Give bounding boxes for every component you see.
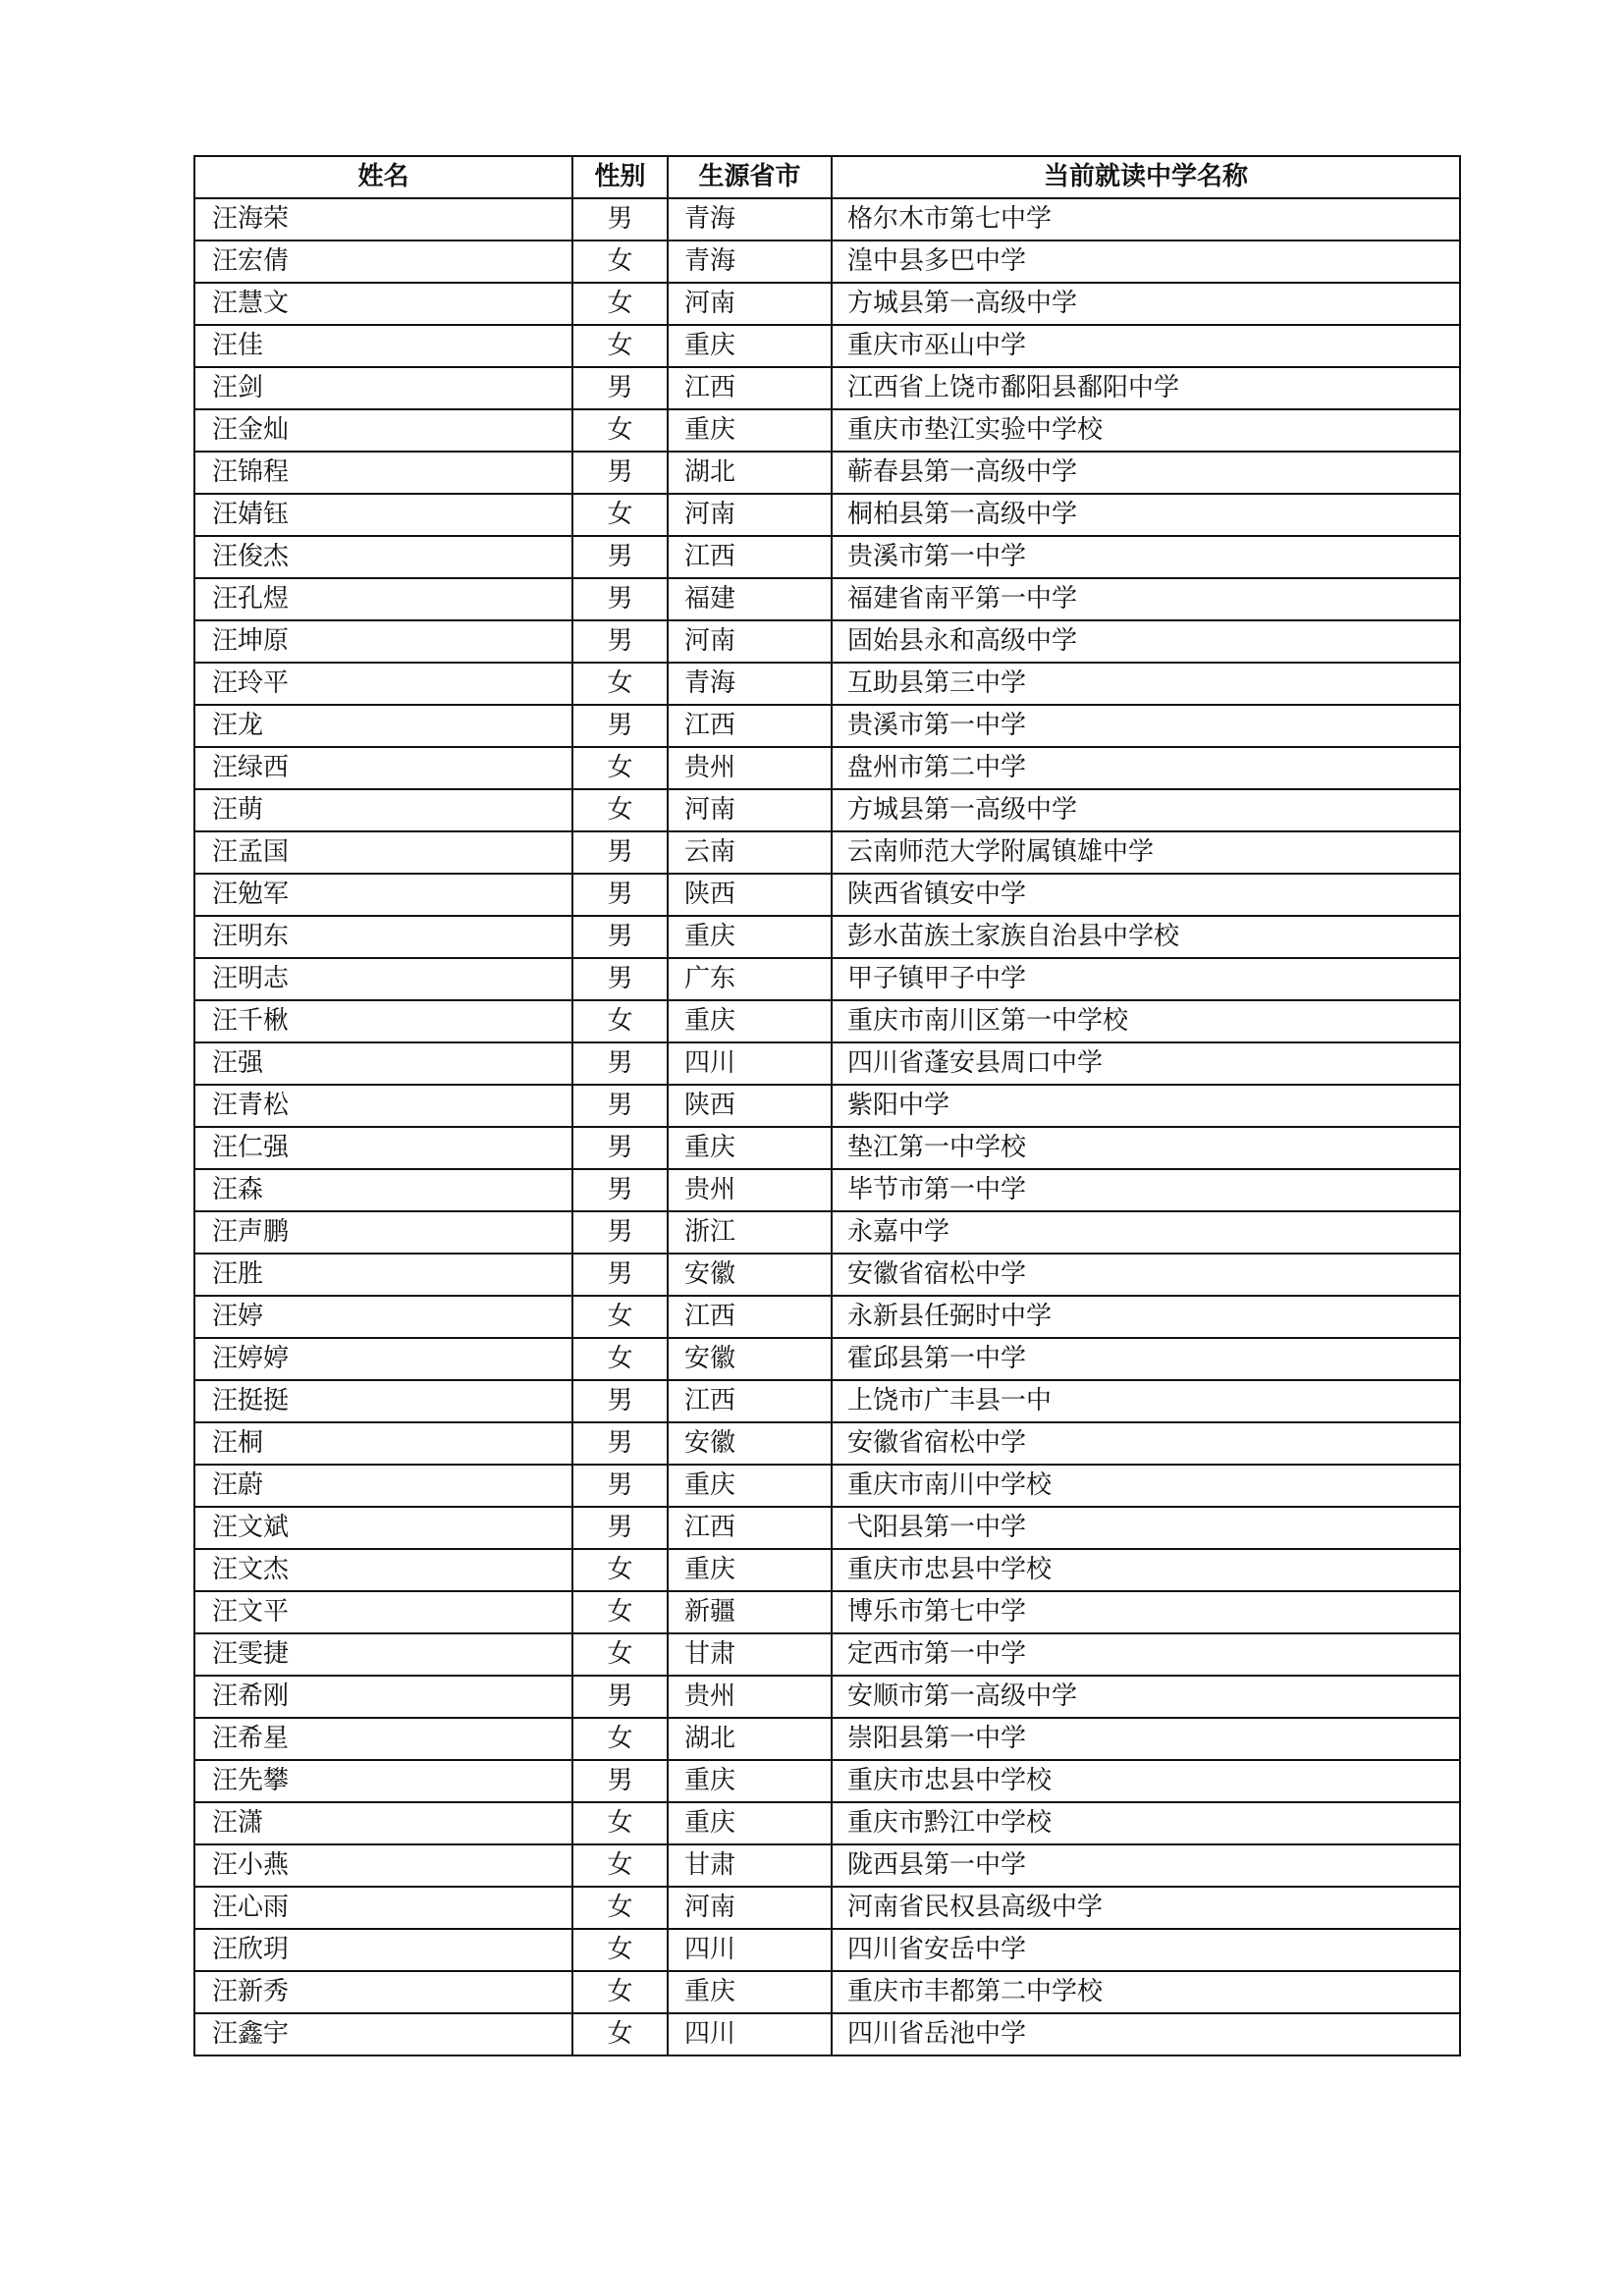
cell-school: 弋阳县第一中学 — [832, 1507, 1460, 1549]
cell-province: 江西 — [668, 1296, 832, 1338]
cell-province: 重庆 — [668, 1802, 832, 1844]
cell-gender: 男 — [572, 958, 668, 1000]
cell-school: 四川省岳池中学 — [832, 2013, 1460, 2056]
table-row — [194, 1802, 1460, 1844]
cell-gender: 男 — [572, 198, 668, 240]
cell-gender: 男 — [572, 1380, 668, 1422]
cell-school: 博乐市第七中学 — [832, 1591, 1460, 1633]
cell-gender: 女 — [572, 1887, 668, 1929]
cell-province: 广东 — [668, 958, 832, 1000]
cell-gender: 男 — [572, 916, 668, 958]
table-row — [194, 578, 1460, 620]
cell-name: 汪希星 — [194, 1718, 572, 1760]
cell-school: 紫阳中学 — [832, 1085, 1460, 1127]
cell-school: 蕲春县第一高级中学 — [832, 452, 1460, 494]
cell-school: 互助县第三中学 — [832, 663, 1460, 705]
cell-gender: 女 — [572, 1549, 668, 1591]
cell-school: 上饶市广丰县一中 — [832, 1380, 1460, 1422]
cell-province: 安徽 — [668, 1338, 832, 1380]
cell-gender: 男 — [572, 1422, 668, 1465]
cell-name: 汪胜 — [194, 1254, 572, 1296]
table-row — [194, 283, 1460, 325]
cell-gender: 男 — [572, 1127, 668, 1169]
table-row — [194, 1971, 1460, 2013]
cell-name: 汪蔚 — [194, 1465, 572, 1507]
cell-school: 湟中县多巴中学 — [832, 240, 1460, 283]
cell-name: 汪萌 — [194, 789, 572, 831]
cell-province: 四川 — [668, 1929, 832, 1971]
table-row — [194, 958, 1460, 1000]
header-province: 生源省市 — [668, 156, 832, 198]
cell-province: 江西 — [668, 1380, 832, 1422]
cell-name: 汪文平 — [194, 1591, 572, 1633]
cell-school: 福建省南平第一中学 — [832, 578, 1460, 620]
cell-gender: 女 — [572, 1929, 668, 1971]
cell-gender: 女 — [572, 283, 668, 325]
cell-name: 汪希刚 — [194, 1676, 572, 1718]
table-row — [194, 1380, 1460, 1422]
cell-province: 湖北 — [668, 452, 832, 494]
cell-name: 汪明志 — [194, 958, 572, 1000]
table-row — [194, 789, 1460, 831]
cell-name: 汪宏倩 — [194, 240, 572, 283]
table-row — [194, 325, 1460, 367]
cell-name: 汪金灿 — [194, 409, 572, 452]
cell-school: 重庆市丰都第二中学校 — [832, 1971, 1460, 2013]
cell-name: 汪仁强 — [194, 1127, 572, 1169]
cell-province: 青海 — [668, 198, 832, 240]
table-row — [194, 1211, 1460, 1254]
cell-school: 桐柏县第一高级中学 — [832, 494, 1460, 536]
cell-school: 陇西县第一中学 — [832, 1844, 1460, 1887]
cell-province: 安徽 — [668, 1422, 832, 1465]
cell-province: 甘肃 — [668, 1844, 832, 1887]
cell-province: 重庆 — [668, 1760, 832, 1802]
cell-school: 方城县第一高级中学 — [832, 789, 1460, 831]
cell-gender: 男 — [572, 536, 668, 578]
header-row — [194, 156, 1460, 198]
cell-school: 毕节市第一中学 — [832, 1169, 1460, 1211]
cell-gender: 女 — [572, 789, 668, 831]
cell-school: 垫江第一中学校 — [832, 1127, 1460, 1169]
cell-gender: 女 — [572, 1718, 668, 1760]
cell-province: 河南 — [668, 494, 832, 536]
cell-school: 重庆市忠县中学校 — [832, 1760, 1460, 1802]
cell-name: 汪坤原 — [194, 620, 572, 663]
cell-province: 重庆 — [668, 325, 832, 367]
cell-gender: 女 — [572, 1338, 668, 1380]
table-row — [194, 1254, 1460, 1296]
cell-school: 永嘉中学 — [832, 1211, 1460, 1254]
cell-province: 青海 — [668, 663, 832, 705]
cell-gender: 男 — [572, 831, 668, 874]
cell-gender: 女 — [572, 1844, 668, 1887]
cell-province: 福建 — [668, 578, 832, 620]
cell-gender: 男 — [572, 1042, 668, 1085]
cell-province: 河南 — [668, 620, 832, 663]
cell-name: 汪剑 — [194, 367, 572, 409]
cell-province: 青海 — [668, 240, 832, 283]
cell-school: 重庆市黔江中学校 — [832, 1802, 1460, 1844]
cell-school: 重庆市巫山中学 — [832, 325, 1460, 367]
cell-school: 固始县永和高级中学 — [832, 620, 1460, 663]
cell-province: 甘肃 — [668, 1633, 832, 1676]
header-name: 姓名 — [194, 156, 572, 198]
table-row — [194, 536, 1460, 578]
cell-gender: 男 — [572, 1760, 668, 1802]
table-row — [194, 2013, 1460, 2056]
cell-name: 汪森 — [194, 1169, 572, 1211]
table-row — [194, 1718, 1460, 1760]
cell-province: 陕西 — [668, 1085, 832, 1127]
cell-province: 江西 — [668, 536, 832, 578]
cell-name: 汪孔煜 — [194, 578, 572, 620]
cell-province: 云南 — [668, 831, 832, 874]
table-row — [194, 1844, 1460, 1887]
cell-gender: 男 — [572, 874, 668, 916]
cell-school: 彭水苗族土家族自治县中学校 — [832, 916, 1460, 958]
cell-gender: 男 — [572, 1085, 668, 1127]
cell-name: 汪俊杰 — [194, 536, 572, 578]
cell-school: 四川省安岳中学 — [832, 1929, 1460, 1971]
cell-gender: 女 — [572, 2013, 668, 2056]
cell-province: 贵州 — [668, 747, 832, 789]
cell-gender: 男 — [572, 1211, 668, 1254]
cell-name: 汪佳 — [194, 325, 572, 367]
cell-school: 盘州市第二中学 — [832, 747, 1460, 789]
cell-province: 江西 — [668, 705, 832, 747]
cell-school: 定西市第一中学 — [832, 1633, 1460, 1676]
table-row — [194, 1633, 1460, 1676]
cell-name: 汪海荣 — [194, 198, 572, 240]
table-row — [194, 874, 1460, 916]
table-row — [194, 1465, 1460, 1507]
cell-name: 汪慧文 — [194, 283, 572, 325]
cell-school: 四川省蓬安县周口中学 — [832, 1042, 1460, 1085]
table-row — [194, 831, 1460, 874]
cell-province: 重庆 — [668, 409, 832, 452]
cell-gender: 女 — [572, 1802, 668, 1844]
cell-name: 汪潇 — [194, 1802, 572, 1844]
table-row — [194, 409, 1460, 452]
cell-gender: 女 — [572, 240, 668, 283]
table-row — [194, 1338, 1460, 1380]
table-row — [194, 1422, 1460, 1465]
cell-gender: 男 — [572, 620, 668, 663]
header-gender: 性别 — [572, 156, 668, 198]
cell-gender: 女 — [572, 747, 668, 789]
cell-province: 江西 — [668, 367, 832, 409]
table-header — [194, 156, 1460, 198]
cell-province: 贵州 — [668, 1676, 832, 1718]
table-row — [194, 1591, 1460, 1633]
cell-gender: 男 — [572, 1507, 668, 1549]
cell-gender: 女 — [572, 1000, 668, 1042]
cell-name: 汪婷 — [194, 1296, 572, 1338]
cell-name: 汪青松 — [194, 1085, 572, 1127]
cell-school: 崇阳县第一中学 — [832, 1718, 1460, 1760]
cell-gender: 女 — [572, 1296, 668, 1338]
table-row — [194, 620, 1460, 663]
cell-province: 贵州 — [668, 1169, 832, 1211]
cell-school: 霍邱县第一中学 — [832, 1338, 1460, 1380]
cell-gender: 男 — [572, 452, 668, 494]
cell-province: 四川 — [668, 1042, 832, 1085]
cell-name: 汪新秀 — [194, 1971, 572, 2013]
cell-gender: 女 — [572, 1591, 668, 1633]
cell-name: 汪声鹏 — [194, 1211, 572, 1254]
cell-name: 汪桐 — [194, 1422, 572, 1465]
cell-name: 汪锦程 — [194, 452, 572, 494]
cell-gender: 女 — [572, 409, 668, 452]
cell-gender: 男 — [572, 1254, 668, 1296]
cell-gender: 男 — [572, 367, 668, 409]
table-row — [194, 1549, 1460, 1591]
cell-name: 汪千楸 — [194, 1000, 572, 1042]
table-row — [194, 1169, 1460, 1211]
cell-province: 浙江 — [668, 1211, 832, 1254]
cell-province: 安徽 — [668, 1254, 832, 1296]
table-body — [194, 198, 1460, 2056]
cell-province: 重庆 — [668, 1465, 832, 1507]
cell-name: 汪文斌 — [194, 1507, 572, 1549]
cell-name: 汪绿西 — [194, 747, 572, 789]
cell-name: 汪婧钰 — [194, 494, 572, 536]
cell-name: 汪心雨 — [194, 1887, 572, 1929]
cell-name: 汪先攀 — [194, 1760, 572, 1802]
table-row — [194, 1042, 1460, 1085]
cell-name: 汪玲平 — [194, 663, 572, 705]
cell-province: 河南 — [668, 1887, 832, 1929]
table-row — [194, 1000, 1460, 1042]
cell-gender: 女 — [572, 325, 668, 367]
cell-province: 重庆 — [668, 916, 832, 958]
cell-school: 甲子镇甲子中学 — [832, 958, 1460, 1000]
cell-province: 重庆 — [668, 1127, 832, 1169]
header-school: 当前就读中学名称 — [832, 156, 1460, 198]
table-row — [194, 663, 1460, 705]
cell-name: 汪勉军 — [194, 874, 572, 916]
table-row — [194, 1127, 1460, 1169]
cell-province: 重庆 — [668, 1549, 832, 1591]
cell-province: 新疆 — [668, 1591, 832, 1633]
table-row — [194, 747, 1460, 789]
cell-gender: 男 — [572, 1169, 668, 1211]
table-row — [194, 916, 1460, 958]
cell-name: 汪鑫宇 — [194, 2013, 572, 2056]
cell-school: 安徽省宿松中学 — [832, 1422, 1460, 1465]
cell-school: 河南省民权县高级中学 — [832, 1887, 1460, 1929]
cell-school: 陕西省镇安中学 — [832, 874, 1460, 916]
table-row — [194, 494, 1460, 536]
cell-gender: 男 — [572, 1676, 668, 1718]
cell-name: 汪婷婷 — [194, 1338, 572, 1380]
table-row — [194, 1760, 1460, 1802]
cell-school: 永新县任弼时中学 — [832, 1296, 1460, 1338]
cell-name: 汪龙 — [194, 705, 572, 747]
cell-gender: 女 — [572, 1971, 668, 2013]
cell-gender: 女 — [572, 663, 668, 705]
cell-name: 汪明东 — [194, 916, 572, 958]
table-row — [194, 452, 1460, 494]
cell-province: 陕西 — [668, 874, 832, 916]
table-row — [194, 240, 1460, 283]
student-roster-table — [193, 155, 1461, 2056]
cell-gender: 女 — [572, 1633, 668, 1676]
cell-province: 河南 — [668, 789, 832, 831]
table-row — [194, 1929, 1460, 1971]
cell-province: 四川 — [668, 2013, 832, 2056]
cell-school: 贵溪市第一中学 — [832, 705, 1460, 747]
cell-school: 云南师范大学附属镇雄中学 — [832, 831, 1460, 874]
cell-province: 江西 — [668, 1507, 832, 1549]
cell-name: 汪孟国 — [194, 831, 572, 874]
cell-school: 重庆市南川区第一中学校 — [832, 1000, 1460, 1042]
cell-gender: 女 — [572, 494, 668, 536]
cell-province: 重庆 — [668, 1971, 832, 2013]
cell-gender: 男 — [572, 1465, 668, 1507]
cell-name: 汪文杰 — [194, 1549, 572, 1591]
cell-name: 汪小燕 — [194, 1844, 572, 1887]
cell-school: 安徽省宿松中学 — [832, 1254, 1460, 1296]
cell-school: 格尔木市第七中学 — [832, 198, 1460, 240]
table-row — [194, 1507, 1460, 1549]
cell-school: 江西省上饶市鄱阳县鄱阳中学 — [832, 367, 1460, 409]
table-row — [194, 705, 1460, 747]
table-row — [194, 1085, 1460, 1127]
cell-school: 方城县第一高级中学 — [832, 283, 1460, 325]
cell-gender: 男 — [572, 705, 668, 747]
cell-name: 汪雯捷 — [194, 1633, 572, 1676]
cell-school: 重庆市忠县中学校 — [832, 1549, 1460, 1591]
table-row — [194, 198, 1460, 240]
cell-school: 贵溪市第一中学 — [832, 536, 1460, 578]
cell-province: 湖北 — [668, 1718, 832, 1760]
cell-school: 重庆市垫江实验中学校 — [832, 409, 1460, 452]
cell-province: 重庆 — [668, 1000, 832, 1042]
cell-name: 汪挺挺 — [194, 1380, 572, 1422]
cell-name: 汪强 — [194, 1042, 572, 1085]
cell-school: 安顺市第一高级中学 — [832, 1676, 1460, 1718]
table-row — [194, 1676, 1460, 1718]
cell-province: 河南 — [668, 283, 832, 325]
table-row — [194, 1887, 1460, 1929]
table-row — [194, 367, 1460, 409]
cell-name: 汪欣玥 — [194, 1929, 572, 1971]
cell-gender: 男 — [572, 578, 668, 620]
cell-school: 重庆市南川中学校 — [832, 1465, 1460, 1507]
table-row — [194, 1296, 1460, 1338]
